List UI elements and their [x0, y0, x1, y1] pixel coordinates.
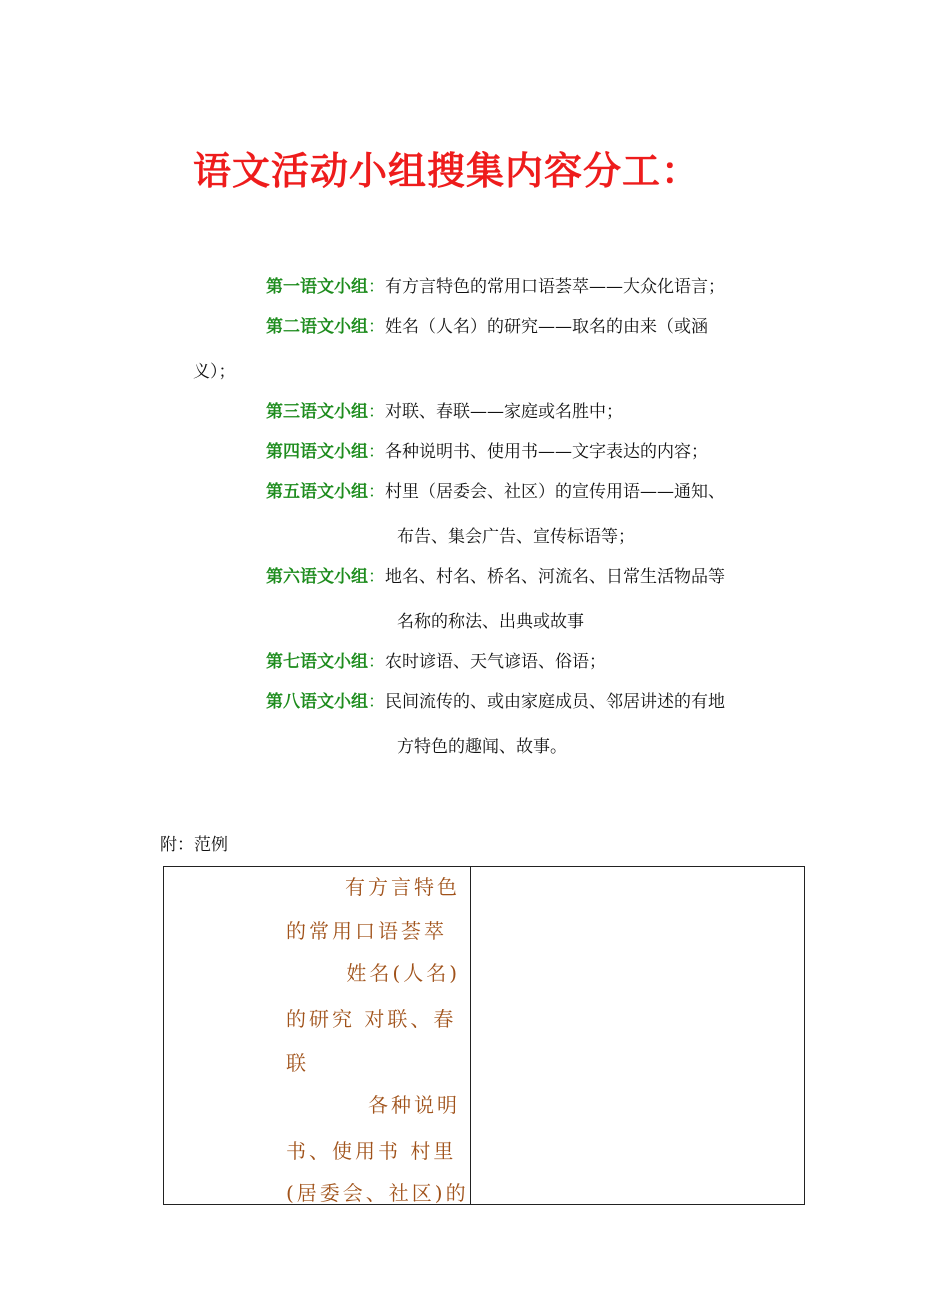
group-separator: ： — [368, 692, 385, 712]
appendix-label: 附：范例 — [160, 835, 228, 855]
group-text: 各种说明书、使用书——文字表达的内容； — [385, 442, 708, 462]
group-6 — [266, 566, 725, 588]
sample-line: 的常用口语荟萃 — [286, 919, 447, 943]
sample-left-cell — [164, 867, 471, 1204]
sample-line: 有方言特色 — [345, 875, 460, 899]
sample-right-cell — [471, 867, 804, 1204]
group-text: 地名、村名、桥名、河流名、日常生活物品等 — [385, 567, 725, 587]
group-label: 第五语文小组 — [266, 482, 368, 502]
sample-line: 各种说明 — [368, 1093, 460, 1117]
group-6-continuation: 名称的称法、出典或故事 — [397, 612, 584, 632]
sample-line: 联 — [286, 1051, 309, 1075]
group-8-continuation: 方特色的趣闻、故事。 — [397, 737, 567, 757]
group-7 — [266, 651, 606, 673]
sample-line: (居委会、社区)的 — [286, 1181, 469, 1205]
group-3 — [266, 401, 623, 423]
page-title: 语文活动小组搜集内容分工： — [193, 148, 701, 193]
group-label: 第一语文小组 — [266, 277, 368, 297]
group-5 — [266, 481, 725, 503]
group-label: 第六语文小组 — [266, 567, 368, 587]
group-text: 农时谚语、天气谚语、俗语； — [385, 652, 606, 672]
group-5-continuation: 布告、集会广告、宣传标语等； — [397, 527, 635, 547]
group-text: 有方言特色的常用口语荟萃——大众化语言； — [385, 277, 725, 297]
sample-line: 书、使用书 村里 — [286, 1139, 457, 1163]
group-text: 姓名（人名）的研究——取名的由来（或涵 — [385, 317, 708, 337]
sample-line: 姓名(人名) — [346, 961, 460, 985]
sample-line: 的研究 对联、春 — [286, 1007, 457, 1031]
group-2 — [266, 316, 708, 338]
group-label: 第四语文小组 — [266, 442, 368, 462]
group-separator: ： — [368, 317, 385, 337]
group-label: 第三语文小组 — [266, 402, 368, 422]
group-1 — [266, 276, 725, 298]
group-text: 对联、春联——家庭或名胜中； — [385, 402, 623, 422]
group-label: 第七语文小组 — [266, 652, 368, 672]
group-separator: ： — [368, 482, 385, 502]
group-label: 第二语文小组 — [266, 317, 368, 337]
group-text: 民间流传的、或由家庭成员、邻居讲述的有地 — [385, 692, 725, 712]
group-separator: ： — [368, 652, 385, 672]
group-2-wrap-text: 义）； — [193, 362, 236, 382]
group-4 — [266, 441, 708, 463]
group-separator: ： — [368, 567, 385, 587]
group-label: 第八语文小组 — [266, 692, 368, 712]
group-text: 村里（居委会、社区）的宣传用语——通知、 — [385, 482, 725, 502]
group-separator: ： — [368, 442, 385, 462]
group-8 — [266, 691, 725, 713]
sample-table — [163, 866, 805, 1205]
group-separator: ： — [368, 402, 385, 422]
group-separator: ： — [368, 277, 385, 297]
